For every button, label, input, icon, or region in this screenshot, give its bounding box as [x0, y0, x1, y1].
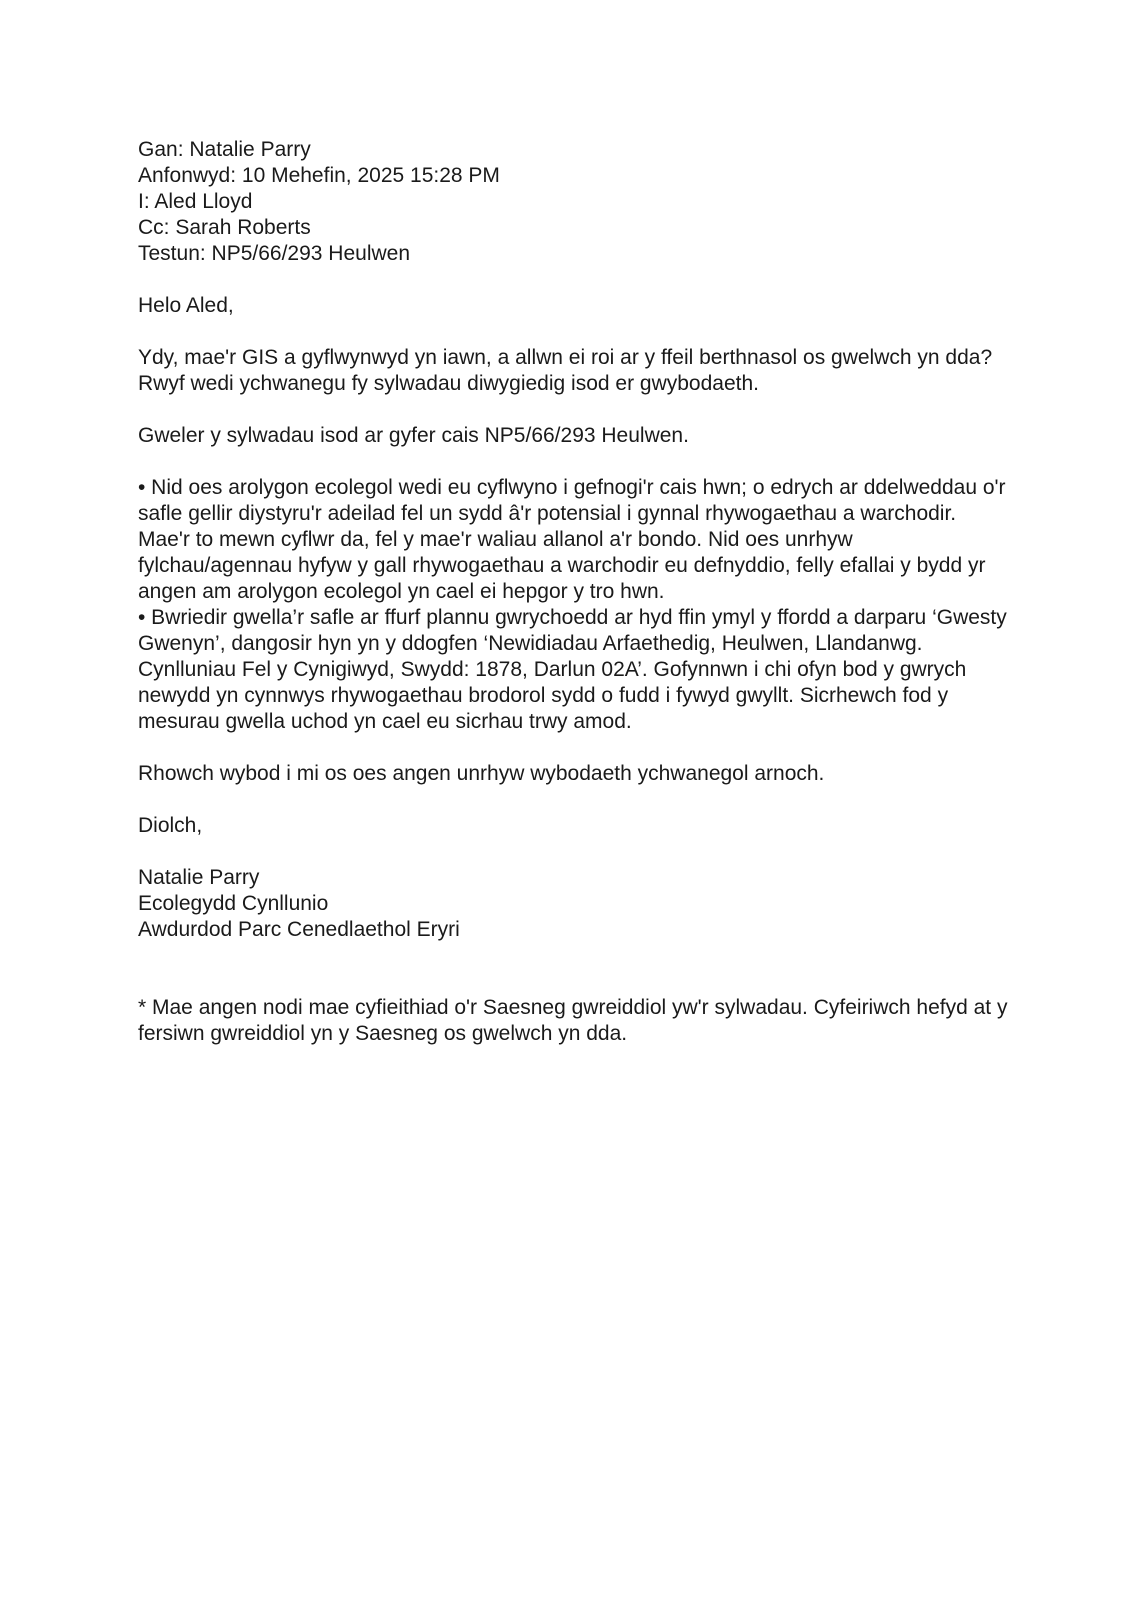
to-line: I: Aled Lloyd [138, 190, 253, 213]
spacer [138, 839, 1008, 865]
greeting: Helo Aled, [138, 294, 234, 317]
body-paragraph-2: Gweler y sylwadau isod ar gyfer cais NP5/66/293 Heulwen. [138, 424, 689, 447]
spacer [138, 319, 1008, 345]
spacer [138, 787, 1008, 813]
signature-organisation: Awdurdod Parc Cenedlaethol Eryri [138, 918, 460, 941]
email-header [138, 137, 1008, 267]
spacer [138, 943, 1008, 995]
signature-block [138, 865, 1008, 943]
translation-footnote: * Mae angen nodi mae cyfieithiad o'r Saesneg gwreiddiol yw'r sylwadau. Cyfeiriwch hefyd at y fersiwn gwreiddiol yn y Saesneg os gwelwch yn dda. [138, 996, 1008, 1045]
closing: Diolch, [138, 814, 203, 837]
cc-line: Cc: Sarah Roberts [138, 216, 311, 239]
bullet-item-surveys: • Nid oes arolygon ecolegol wedi eu cyflwyno i gefnogi'r cais hwn; o edrych ar ddelweddau o'r safle gellir diystyru'r adeilad fel un sydd â'r potensial i gynnal rhywogaethau a warchodir. Mae'r to mewn cyflwr da, fel y mae'r waliau allanol a'r bondo. Nid oes unrhyw fylchau/agennau hyfyw y gall rhywogaethau a warchodir eu defnyddio, felly efallai y bydd yr angen am arolygon ecolegol yn cael ei hepgor y tro hwn. [138, 476, 1006, 603]
body-paragraph-1: Ydy, mae'r GIS a gyflwynwyd yn iawn, a allwn ei roi ar y ffeil berthnasol os gwelwch yn dda? Rwyf wedi ychwanegu fy sylwadau diwygiedig isod er gwybodaeth. [138, 346, 993, 395]
from-line: Gan: Natalie Parry [138, 138, 311, 161]
signature-title: Ecolegydd Cynllunio [138, 892, 329, 915]
spacer [138, 449, 1008, 475]
bullet-list [138, 475, 1008, 735]
spacer [138, 735, 1008, 761]
spacer [138, 397, 1008, 423]
sent-line: Anfonwyd: 10 Mehefin, 2025 15:28 PM [138, 164, 500, 187]
signature-name: Natalie Parry [138, 866, 260, 889]
spacer [138, 267, 1008, 293]
subject-line: Testun: NP5/66/293 Heulwen [138, 242, 411, 265]
body-paragraph-3: Rhowch wybod i mi os oes angen unrhyw wybodaeth ychwanegol arnoch. [138, 762, 825, 785]
email-content [138, 137, 1008, 1047]
bullet-item-enhancement: • Bwriedir gwella’r safle ar ffurf plannu gwrychoedd ar hyd ffin ymyl y ffordd a darparu ‘Gwesty Gwenyn’, dangosir hyn yn y ddogfen ‘Newidiadau Arfaethedig, Heulwen, Llandanwg. Cynlluniau Fel y Cynigiwyd, Swydd: 1878, Darlun 02A’. Gofynnwn i chi ofyn bod y gwrych newydd yn cynnwys rhywogaethau brodorol sydd o fudd i fywyd gwyllt. Sicrhewch fod y mesurau gwella uchod yn cael eu sicrhau trwy amod. [138, 606, 1007, 733]
